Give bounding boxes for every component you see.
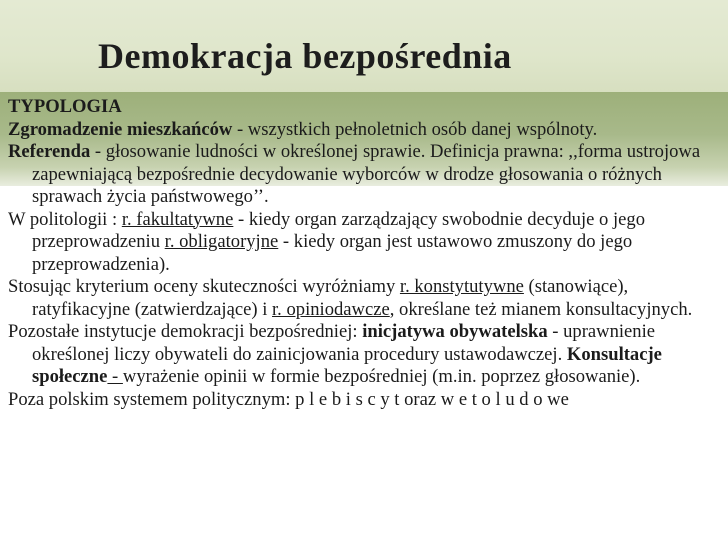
paragraph-politologia bbox=[8, 209, 722, 277]
paragraph-zgromadzenie bbox=[8, 119, 722, 142]
slide-title: Demokracja bezpośrednia bbox=[98, 36, 512, 76]
term-referenda: Referenda bbox=[8, 141, 91, 162]
text-zgromadzenie: - wszystkich pełnoletnich osób danej wspólnoty. bbox=[232, 118, 598, 140]
text-kryterium-c: , określane też mianem konsultacyjnych. bbox=[389, 298, 693, 320]
paragraph-poza bbox=[8, 389, 722, 412]
text-kryterium-b: (stanowiące), ratyfikacyjne (zatwierdzające) i bbox=[32, 276, 629, 320]
term-konstytutywne: r. konstytutywne bbox=[399, 276, 524, 297]
slide-body bbox=[8, 96, 722, 411]
text-instytucje-a: Pozostałe instytucje demokracji bezpośredniej: bbox=[8, 321, 363, 342]
term-fakultatywne: r. fakultatywne bbox=[121, 208, 234, 230]
typologia-label: TYPOLOGIA bbox=[8, 96, 122, 117]
typologia-heading bbox=[8, 96, 722, 119]
text-referenda: - głosowanie ludności w określonej sprawie. Definicja prawna: ,,forma ustrojowa zapewniającą bezpośrednie decydowanie wyborców w drodze głosowania o różnych sprawach życia państwowego’’. bbox=[32, 141, 701, 207]
paragraph-referenda bbox=[8, 141, 722, 209]
text-politologia-b: - kiedy organ zarządzający swobodnie decyduje o jego przeprowadzeniu bbox=[32, 208, 645, 252]
text-kryterium-a: Stosując kryterium oceny skuteczności wyróżniamy bbox=[8, 276, 400, 297]
text-poza-b: p l e b i s c y t oraz w e t o l u d o we bbox=[295, 388, 569, 410]
text-poza-a: Poza polskim systemem politycznym: bbox=[8, 388, 296, 410]
term-opiniodawcze: r. opiniodawcze bbox=[272, 298, 390, 320]
term-obligatoryjne: r. obligatoryjne bbox=[164, 231, 279, 252]
term-zgromadzenie: Zgromadzenie mieszkańców bbox=[8, 118, 233, 140]
text-politologia-c: - kiedy organ jest ustawowo zmuszony do jego przeprowadzenia). bbox=[32, 231, 633, 275]
paragraph-kryterium bbox=[8, 276, 722, 321]
term-konsultacje: Konsultacje społeczne bbox=[32, 343, 662, 387]
text-instytucje-b: - uprawnienie określonej liczy obywateli do zainicjowania procedury ustawodawczej. bbox=[32, 321, 656, 365]
term-inicjatywa: inicjatywa obywatelska bbox=[362, 321, 548, 342]
paragraph-instytucje bbox=[8, 321, 722, 389]
text-instytucje-c: wyrażenie opinii w formie bezpośredniej (m.in. poprzez głosowanie). bbox=[122, 366, 641, 387]
text-politologia-a: W politologii : bbox=[8, 208, 122, 230]
dash-underlined: - bbox=[107, 366, 123, 387]
